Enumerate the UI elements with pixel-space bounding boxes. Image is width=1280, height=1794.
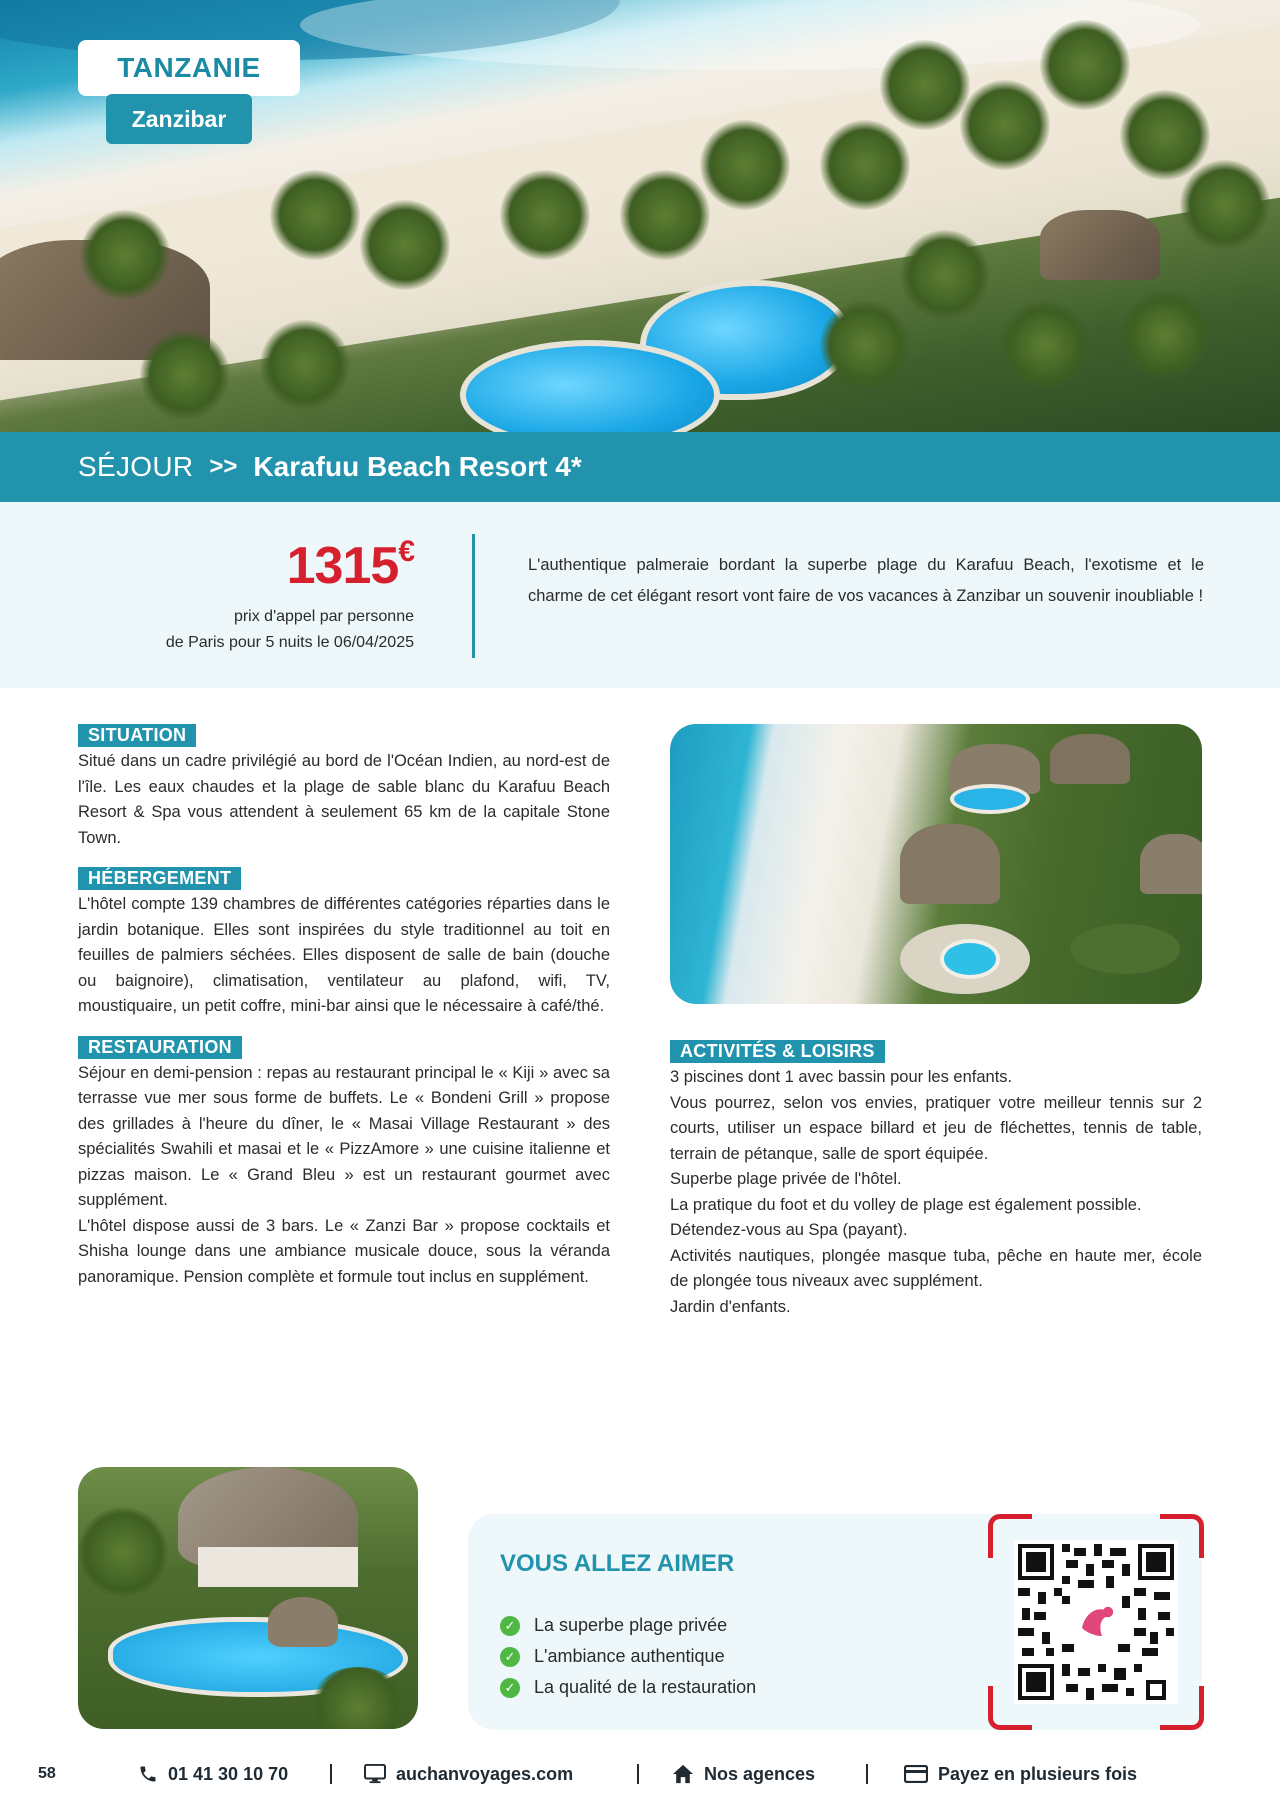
page-number: 58 — [38, 1765, 56, 1782]
highlights-title: VOUS ALLEZ AIMER — [500, 1550, 735, 1577]
section-hebergement — [78, 867, 610, 1020]
monitor-icon — [364, 1764, 386, 1784]
activity-line: Détendez-vous au Spa (payant). — [670, 1221, 908, 1239]
activity-line: Jardin d'enfants. — [670, 1297, 791, 1316]
section-text: Situé dans un cadre privilégié au bord de l'Océan Indien, au nord-est de l'île. Les eaux chaudes et la plage de sable blanc du Karafuu Beach Resort & Spa vous attendent à seulement 65 km de la capitale Stone Town. — [78, 752, 610, 847]
activity-line: Vous pourrez, selon vos envies, pratiquer votre meilleur tennis sur 2 courts, utiliser un espace billard et jeu de fléchettes, tennis de table, terrain de pétanque, salle de sport équipée. — [670, 1093, 1202, 1163]
section-text: Séjour en demi-pension : repas au restaurant principal le « Kiji » avec sa terrasse vue mer sous forme de buffets. Le « Bondeni Grill » propose des grillades à l'heure du dîner, le « Masai Village Restaurant » des spécialités Swahili et masai et le « PizzAmore » une cuisine italienne et pizzas maison. Le « Grand Bleu » est un restaurant gourmet avec supplément. — [78, 1063, 610, 1209]
country-tag: TANZANIE — [78, 40, 300, 96]
footer — [0, 1754, 1280, 1794]
vertical-divider — [472, 534, 475, 658]
agencies-link[interactable]: Nos agences — [672, 1764, 815, 1785]
footer-separator — [637, 1764, 639, 1784]
list-item: ✓ La qualité de la restauration — [500, 1672, 756, 1703]
website-link[interactable]: auchanvoyages.com — [364, 1764, 573, 1785]
qr-code-icon — [1014, 1540, 1178, 1704]
home-icon — [672, 1764, 694, 1784]
section-title: HÉBERGEMENT — [78, 867, 241, 890]
section-activites — [670, 1040, 1202, 1320]
activity-line: 3 piscines dont 1 avec bassin pour les enfants. — [670, 1068, 1013, 1086]
activity-line: Superbe plage privée de l'hôtel. — [670, 1170, 902, 1188]
price-line-1: prix d'appel par personne — [233, 608, 414, 625]
section-title: RESTAURATION — [78, 1036, 242, 1059]
check-icon: ✓ — [500, 1647, 520, 1667]
section-title: SITUATION — [78, 724, 196, 747]
check-icon: ✓ — [500, 1616, 520, 1636]
chevron-right-icon: >> — [209, 453, 238, 480]
list-item: ✓ La superbe plage privée — [500, 1610, 756, 1641]
payment-link[interactable]: Payez en plusieurs fois — [904, 1764, 1137, 1785]
activity-line: Activités nautiques, plongée masque tuba, pêche en haute mer, école de plongée tous niveaux avec supplément. — [670, 1246, 1202, 1290]
hero-photo — [0, 0, 1280, 432]
phone-link[interactable]: 01 41 30 10 70 — [138, 1764, 288, 1785]
section-restauration — [78, 1036, 610, 1291]
price-amount: 1315€ — [286, 534, 414, 595]
section-situation — [78, 724, 610, 851]
pool-aerial-photo — [78, 1467, 418, 1729]
right-column — [670, 1040, 1202, 1336]
footer-separator — [330, 1764, 332, 1784]
section-text: L'hôtel compte 139 chambres de différentes catégories réparties dans le jardin botanique. Elles sont inspirées du style traditionnel au toit en feuilles de palmiers séchées. Elles disposent de salle de bain (douche ou baignoire), climatisation, ventilateur au plafond, wifi, TV, moustiquaire, un petit coffre, mini-bar ainsi que le nécessaire à café/thé. — [78, 895, 610, 1015]
section-text: L'hôtel dispose aussi de 3 bars. Le « Zanzi Bar » propose cocktails et Shisha lounge dans une ambiance musicale douce, sous la véranda panoramique. Pension complète et formule tout inclus en supplément. — [78, 1216, 610, 1286]
left-column — [78, 724, 610, 1306]
footer-separator — [866, 1764, 868, 1784]
region-tag: Zanzibar — [106, 94, 252, 144]
title-band — [0, 432, 1280, 502]
phone-icon — [138, 1764, 158, 1784]
resort-aerial-photo — [670, 724, 1202, 1004]
price-panel — [0, 502, 1280, 688]
currency-symbol: € — [398, 534, 414, 568]
qr-code[interactable] — [988, 1514, 1204, 1730]
credit-card-icon — [904, 1765, 928, 1783]
hotel-name: Karafuu Beach Resort 4* — [253, 451, 582, 482]
highlights-list — [500, 1610, 756, 1703]
check-icon: ✓ — [500, 1678, 520, 1698]
activity-line: La pratique du foot et du volley de plage est également possible. — [670, 1195, 1142, 1214]
price-conditions — [166, 604, 414, 656]
intro-text: L'authentique palmeraie bordant la superbe plage du Karafuu Beach, l'exotisme et le charme de cet élégant resort vont faire de vos vacances à Zanzibar un souvenir inoubliable ! — [528, 556, 1204, 605]
section-title: ACTIVITÉS & LOISIRS — [670, 1040, 885, 1063]
stay-type: SÉJOUR — [78, 451, 194, 482]
list-item: ✓ L'ambiance authentique — [500, 1641, 756, 1672]
price-line-2: de Paris pour 5 nuits le 06/04/2025 — [165, 634, 414, 651]
